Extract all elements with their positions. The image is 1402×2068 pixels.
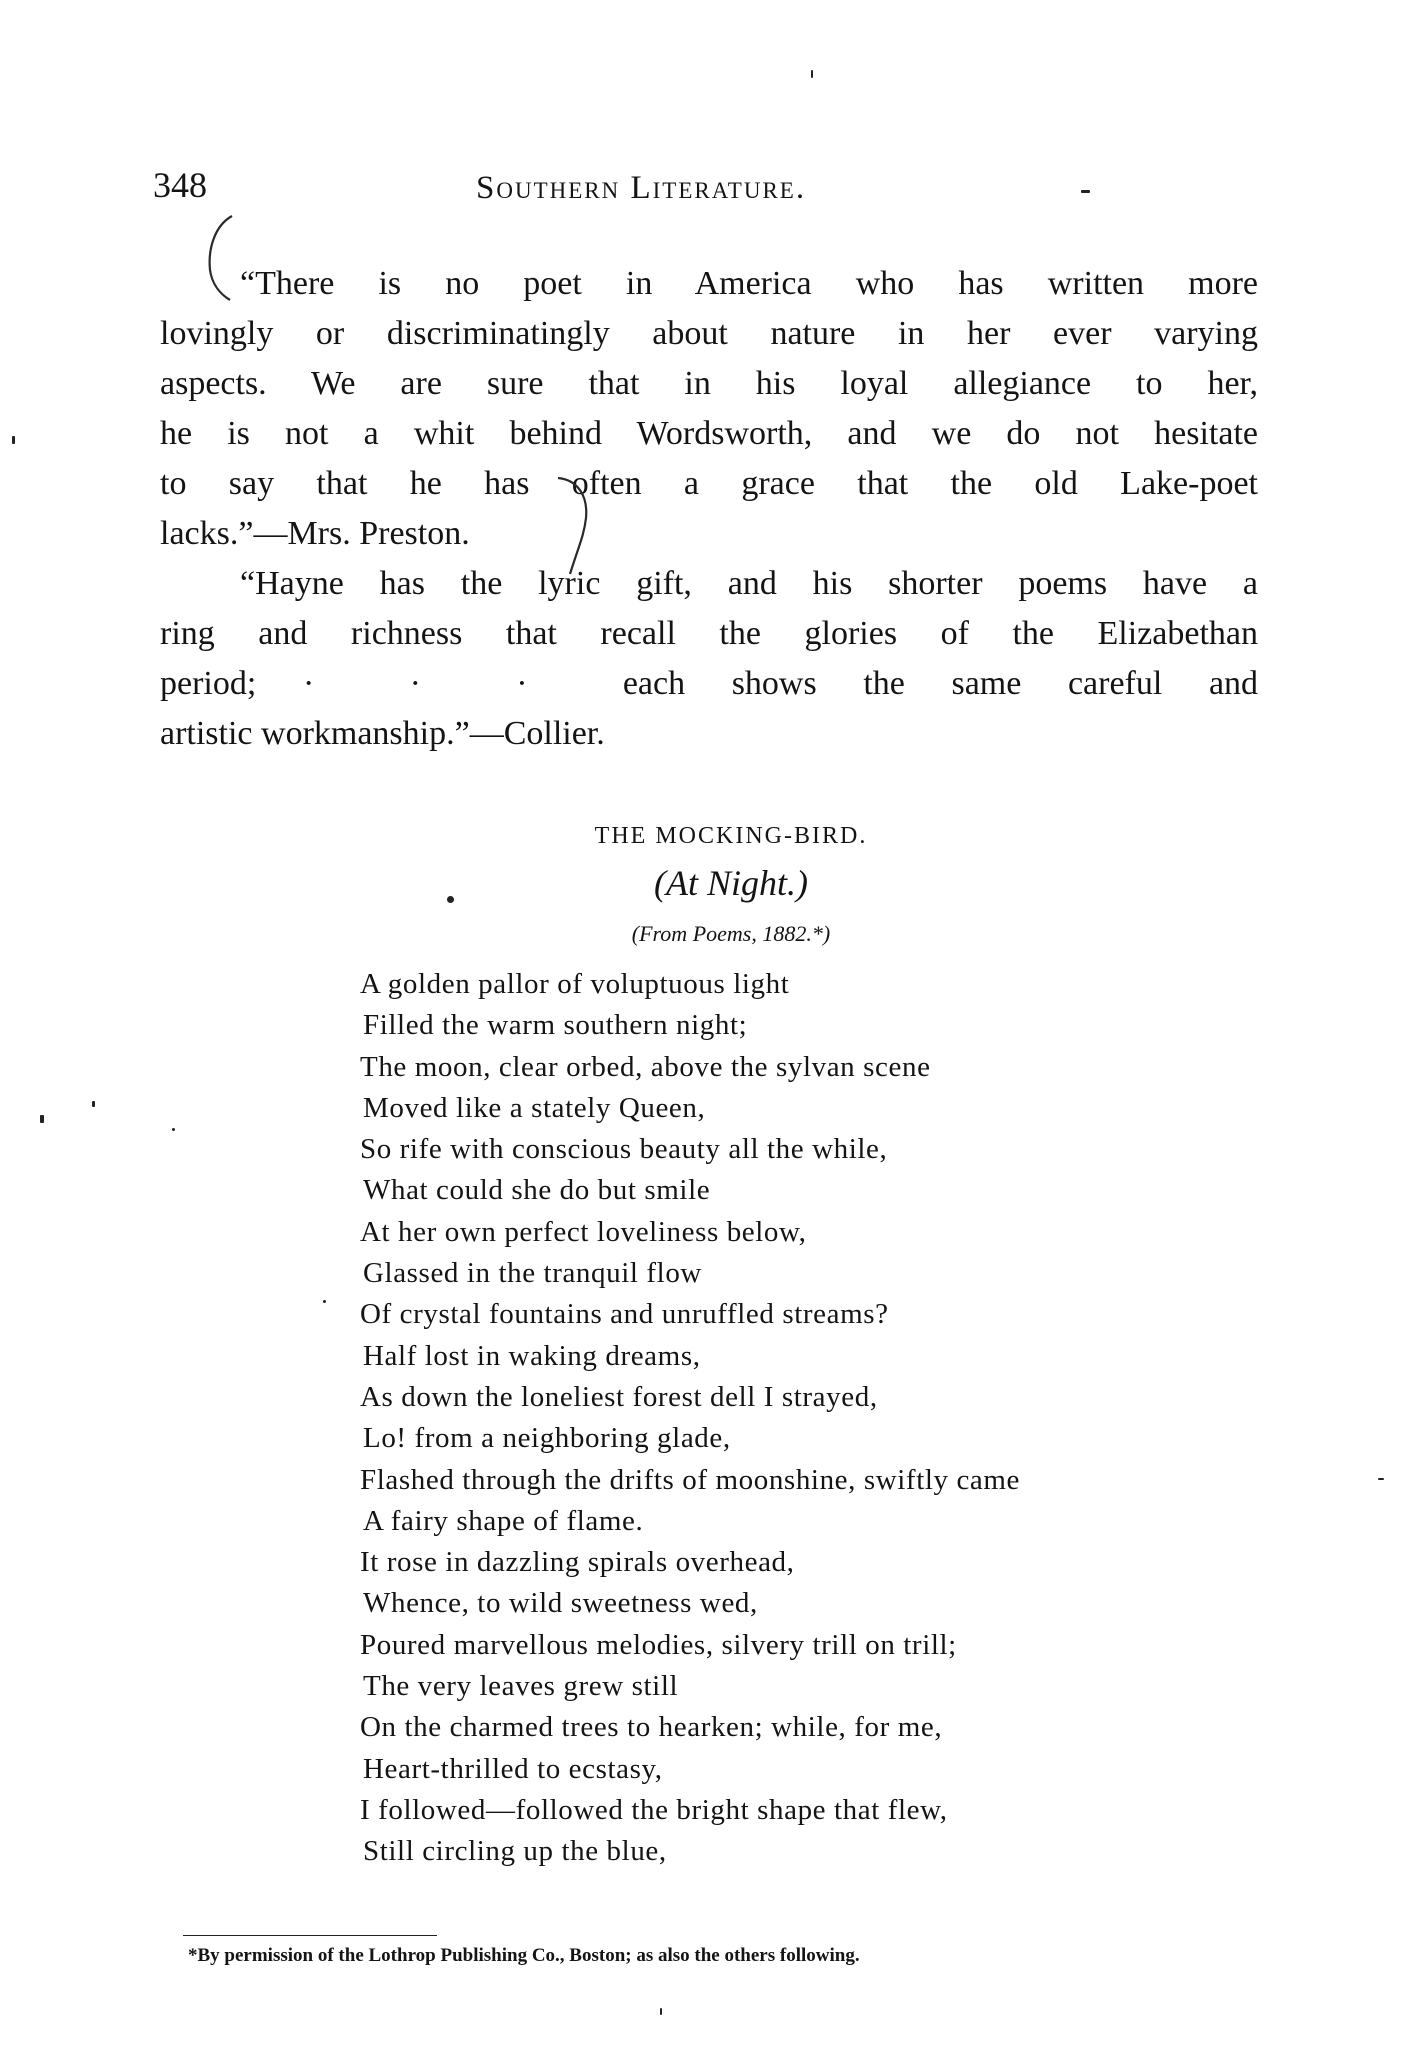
stray-mark <box>40 1115 44 1123</box>
poem-line: At her own perfect loveliness below, <box>360 1215 807 1248</box>
poem-line: On the charmed trees to hearken; while, for me, <box>360 1711 943 1744</box>
poem-line: So rife with conscious beauty all the while, <box>360 1133 888 1166</box>
poem-source: (From Poems, 1882.*) <box>631 921 831 946</box>
poem-line: Heart-thrilled to ecstasy, <box>363 1752 663 1785</box>
footnote-rule <box>183 1935 437 1936</box>
poem-line: Glassed in the tranquil flow <box>363 1257 702 1290</box>
stray-mark <box>323 1300 326 1303</box>
pencil-bracket-open <box>196 208 242 308</box>
poem-line: As down the loneliest forest dell I strayed, <box>360 1380 878 1413</box>
running-title: Southern Literature. <box>476 170 807 206</box>
poem-line: It rose in dazzling spirals overhead, <box>360 1546 795 1579</box>
prose-line: artistic workmanship.”—Collier. <box>160 715 605 752</box>
prose-line: he is not a whit behind Wordsworth, and we do not hesitate <box>160 415 1258 452</box>
poem-line: Lo! from a neighboring glade, <box>363 1422 731 1455</box>
poem-line: Whence, to wild sweetness wed, <box>363 1587 758 1620</box>
prose-fragment: each shows the same careful and <box>622 665 1259 702</box>
poem-line: Filled the warm southern night; <box>363 1009 748 1042</box>
prose-line: aspects. We are sure that in his loyal allegiance to her, <box>160 365 1258 402</box>
stray-mark <box>811 70 813 78</box>
prose-line: ring and richness that recall the glories of the Elizabethan <box>160 615 1258 652</box>
poem-line: Half lost in waking dreams, <box>363 1339 701 1372</box>
stray-mark <box>172 1128 175 1131</box>
page-number: 348 <box>153 165 207 205</box>
poem-line: Still circling up the blue, <box>363 1835 667 1868</box>
poem-subtitle: (At Night.) <box>654 863 808 903</box>
stray-mark <box>660 2008 662 2015</box>
ellipsis-dot: · <box>516 665 528 702</box>
prose-line: to say that he has often a grace that the old Lake-poet <box>160 465 1258 502</box>
poem-title: THE MOCKING-BIRD. <box>594 823 868 849</box>
poem-line: Moved like a stately Queen, <box>363 1091 706 1124</box>
prose-line: “Hayne has the lyric gift, and his shorter poems have a <box>240 565 1258 602</box>
poem-line: A fairy shape of flame. <box>363 1504 644 1537</box>
stray-mark <box>1378 1478 1384 1480</box>
poem-line: Of crystal fountains and unruffled streams? <box>360 1298 889 1331</box>
footnote: *By permission of the Lothrop Publishing Co., Boston; as also the others following. <box>188 1945 860 1966</box>
prose-line: lovingly or discriminatingly about nature in her ever varying <box>160 315 1258 352</box>
poem-line: Poured marvellous melodies, silvery trill on trill; <box>360 1628 957 1661</box>
poem-body <box>360 964 1020 1873</box>
stray-mark <box>1081 190 1090 193</box>
pencil-bracket-close <box>556 470 606 582</box>
poem-line: I followed—followed the bright shape that flew, <box>360 1793 948 1826</box>
prose-line: “There is no poet in America who has written more <box>240 265 1258 302</box>
poem-line: A golden pallor of voluptuous light <box>360 968 790 1000</box>
prose-ellipsis-line <box>160 659 1258 709</box>
poem-line: Flashed through the drifts of moonshine, swiftly came <box>360 1463 1021 1496</box>
stray-mark <box>12 436 15 444</box>
prose-line: lacks.”—Mrs. Preston. <box>160 515 470 552</box>
ellipsis-dot: · <box>302 665 315 702</box>
poem-line: The very leaves grew still <box>363 1670 679 1703</box>
stray-mark <box>92 1101 95 1107</box>
ellipsis-dot: · <box>409 665 421 702</box>
poem-line: What could she do but smile <box>363 1174 711 1207</box>
prose-fragment: period; <box>160 665 257 702</box>
poem-line: The moon, clear orbed, above the sylvan scene <box>360 1050 931 1083</box>
